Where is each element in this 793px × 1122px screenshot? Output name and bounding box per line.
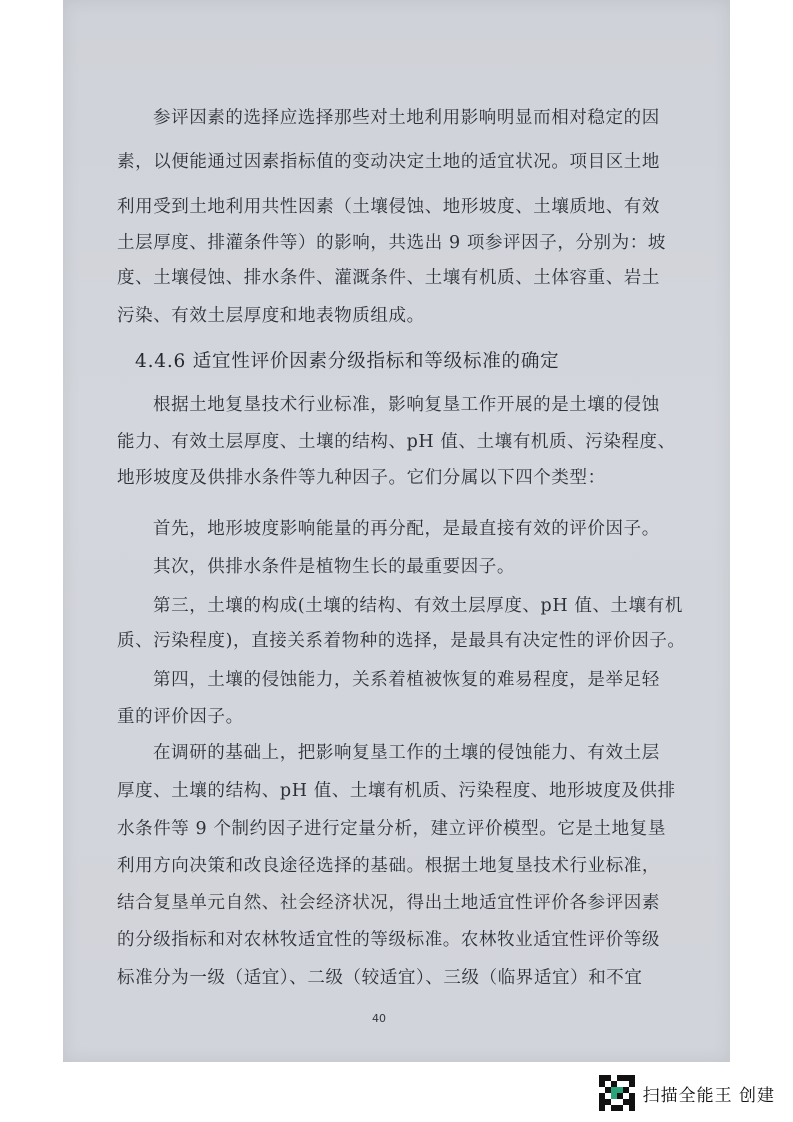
text-line: 素，以便能通过因素指标值的变动决定土地的适宜状况。项目区土地 — [117, 152, 660, 172]
qr-code-icon — [599, 1075, 635, 1111]
text-line: 利用受到土地利用共性因素（土壤侵蚀、地形坡度、土壤质地、有效 — [117, 197, 660, 217]
text-line: 污染、有效土层厚度和地表物质组成。 — [117, 306, 425, 326]
scanner-watermark — [599, 1075, 775, 1111]
page-number: 40 — [372, 1012, 386, 1025]
text-line: 结合复垦单元自然、社会经济状况，得出土地适宜性评价各参评因素 — [117, 893, 660, 913]
text-line: 的分级指标和对农林牧适宜性的等级标准。农林牧业适宜性评价等级 — [117, 930, 660, 950]
text-line: 质、污染程度)，直接关系着物种的选择，是最具有决定性的评价因子。 — [117, 631, 686, 651]
text-line: 根据土地复垦技术行业标准，影响复垦工作开展的是土壤的侵蚀 — [153, 395, 660, 415]
text-line: 能力、有效土层厚度、土壤的结构、pH 值、土壤有机质、污染程度、 — [117, 432, 676, 452]
text-line: 其次，供排水条件是植物生长的最重要因子。 — [153, 557, 515, 577]
brand-text: 扫描全能王 创建 — [642, 1085, 775, 1106]
section-heading: 4.4.6 适宜性评价因素分级指标和等级标准的确定 — [135, 351, 560, 372]
text-line: 土层厚度、排灌条件等）的影响，共选出 9 项参评因子，分别为：坡 — [117, 233, 666, 253]
text-line: 重的评价因子。 — [117, 707, 244, 727]
text-line: 利用方向决策和改良途径选择的基础。根据土地复垦技术行业标准， — [117, 856, 660, 876]
text-line: 度、土壤侵蚀、排水条件、灌溉条件、土壤有机质、土体容重、岩土 — [117, 268, 660, 288]
text-line: 水条件等 9 个制约因子进行定量分析，建立评价模型。它是土地复垦 — [117, 819, 666, 839]
text-line: 标准分为一级（适宜）、二级（较适宜）、三级（临界适宜）和不宜 — [117, 968, 643, 988]
text-line: 在调研的基础上，把影响复垦工作的土壤的侵蚀能力、有效土层 — [153, 743, 660, 763]
text-line: 第四，土壤的侵蚀能力，关系着植被恢复的难易程度，是举足轻 — [153, 670, 660, 690]
text-line: 首先，地形坡度影响能量的再分配，是最直接有效的评价因子。 — [153, 519, 660, 539]
text-line: 第三，土壤的构成(土壤的结构、有效土层厚度、pH 值、土壤有机 — [153, 596, 683, 616]
text-line: 厚度、土壤的结构、pH 值、土壤有机质、污染程度、地形坡度及供排 — [117, 781, 676, 801]
text-line: 参评因素的选择应选择那些对土地利用影响明显而相对稳定的因 — [153, 108, 660, 128]
text-line: 地形坡度及供排水条件等九种因子。它们分属以下四个类型： — [117, 468, 606, 488]
